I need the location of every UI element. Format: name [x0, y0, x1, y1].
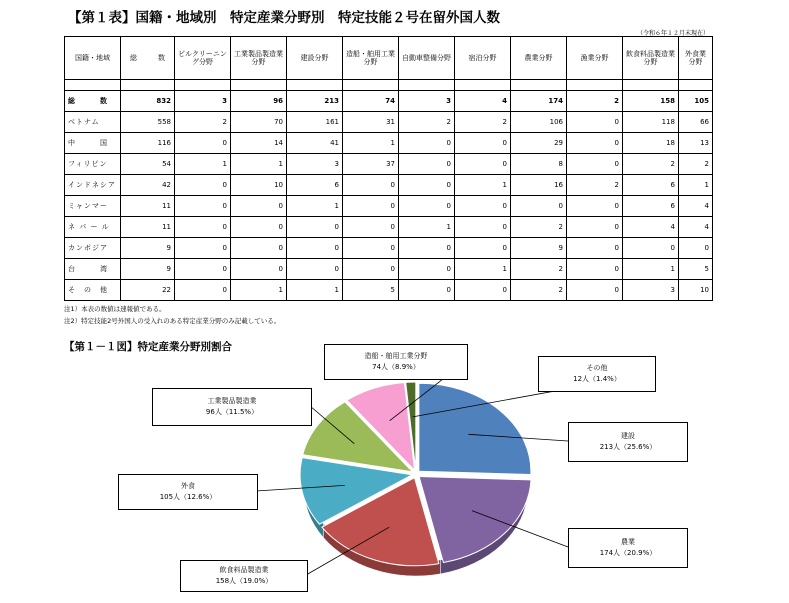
row-label: インドネシア [65, 175, 121, 196]
table-cell: 0 [287, 259, 343, 280]
table-row [65, 154, 713, 175]
table-cell: 0 [231, 217, 287, 238]
table-cell: 2 [511, 217, 567, 238]
table-cell: 0 [567, 133, 623, 154]
table-notes [64, 303, 280, 327]
table-cell: 0 [287, 238, 343, 259]
table-cell: 0 [343, 196, 399, 217]
table-cell: 0 [567, 259, 623, 280]
table-cell: 2 [567, 175, 623, 196]
pie-label-name: 農業 [621, 538, 635, 546]
spacer-cell [343, 80, 399, 91]
table-row [65, 133, 713, 154]
spacer-cell [679, 80, 713, 91]
table-cell: 2 [511, 280, 567, 301]
table-cell: 0 [399, 238, 455, 259]
table-cell: 213 [287, 91, 343, 112]
column-header: 建設分野 [287, 37, 343, 80]
spacer-cell [65, 80, 121, 91]
page-title: 【第１表】国籍・地域別 特定産業分野別 特定技能２号在留外国人数 [68, 10, 500, 26]
table-cell: 9 [121, 259, 175, 280]
table-cell: 66 [679, 112, 713, 133]
table-row [65, 238, 713, 259]
column-header: 宿泊分野 [455, 37, 511, 80]
table-cell: 54 [121, 154, 175, 175]
column-header: 造船・舶用工業分野 [343, 37, 399, 80]
spacer-cell [399, 80, 455, 91]
spacer-row [65, 80, 713, 91]
table-cell: 9 [511, 238, 567, 259]
pie-label-box [180, 560, 308, 592]
table-cell: 3 [287, 154, 343, 175]
table-cell: 0 [567, 112, 623, 133]
row-label: 総 数 [65, 91, 121, 112]
table-cell: 5 [343, 280, 399, 301]
spacer-cell [287, 80, 343, 91]
table-cell: 116 [121, 133, 175, 154]
table-cell: 0 [511, 196, 567, 217]
column-header: ビルクリーニング分野 [175, 37, 231, 80]
pie-label-box [568, 422, 688, 462]
pie-label-name: 飲食料品製造業 [219, 566, 269, 574]
table-cell: 70 [231, 112, 287, 133]
table-cell: 31 [343, 112, 399, 133]
spacer-cell [623, 80, 679, 91]
table-cell: 3 [623, 280, 679, 301]
figure-title: 【第１－１図】特定産業分野別割合 [64, 341, 232, 353]
pie-label-name: 建設 [621, 432, 635, 440]
table-cell: 0 [175, 280, 231, 301]
pie-label-name: 工業製品製造業 [207, 397, 257, 405]
table-cell: 0 [343, 175, 399, 196]
column-header: 飲食料品製造業分野 [623, 37, 679, 80]
pie-label-name: 外食 [181, 482, 195, 490]
table-cell: 96 [231, 91, 287, 112]
table-cell: 10 [679, 280, 713, 301]
table-cell: 0 [455, 133, 511, 154]
column-header: 農業分野 [511, 37, 567, 80]
table-cell: 1 [455, 259, 511, 280]
table-cell: 2 [455, 112, 511, 133]
pie-label-box [118, 474, 258, 510]
table-cell: 0 [567, 154, 623, 175]
column-header: 自動車整備分野 [399, 37, 455, 80]
table-cell: 4 [455, 91, 511, 112]
table-cell: 74 [343, 91, 399, 112]
table-cell: 29 [511, 133, 567, 154]
row-label: カンボジア [65, 238, 121, 259]
column-header: 工業製品製造業分野 [231, 37, 287, 80]
table-cell: 105 [679, 91, 713, 112]
table-cell: 0 [399, 175, 455, 196]
table-cell: 3 [175, 91, 231, 112]
table-cell: 0 [455, 238, 511, 259]
table-cell: 6 [623, 196, 679, 217]
pie-slice [419, 383, 531, 474]
table-cell: 9 [121, 238, 175, 259]
table-cell: 42 [121, 175, 175, 196]
table-cell: 37 [343, 154, 399, 175]
row-label: そ の 他 [65, 280, 121, 301]
table-cell: 4 [679, 217, 713, 238]
table-cell: 3 [399, 91, 455, 112]
pie-label-value: 105人（12.6%） [159, 493, 217, 501]
table-cell: 558 [121, 112, 175, 133]
table-header-row [65, 37, 713, 80]
pie-label-value: 74人（8.9%） [372, 363, 420, 371]
pie-slice [419, 477, 531, 563]
table-cell: 22 [121, 280, 175, 301]
pie-label-value: 213人（25.6%） [599, 443, 657, 451]
table-cell: 2 [623, 154, 679, 175]
pie-label-box [152, 388, 312, 426]
spacer-cell [175, 80, 231, 91]
table-cell: 4 [623, 217, 679, 238]
table-cell: 1 [231, 154, 287, 175]
pie-label-box [568, 528, 688, 568]
table-cell: 1 [175, 154, 231, 175]
pie-label-box [324, 344, 468, 380]
table-row [65, 196, 713, 217]
table-cell: 1 [623, 259, 679, 280]
table-cell: 106 [511, 112, 567, 133]
table-cell: 2 [175, 112, 231, 133]
table-cell: 0 [231, 259, 287, 280]
table-cell: 158 [623, 91, 679, 112]
table-cell: 14 [231, 133, 287, 154]
table-cell: 0 [343, 238, 399, 259]
row-label: ミャンマー [65, 196, 121, 217]
table-cell: 0 [455, 154, 511, 175]
table-cell: 1 [287, 280, 343, 301]
spacer-cell [511, 80, 567, 91]
column-header: 総 数 [121, 37, 175, 80]
table-cell: 1 [343, 133, 399, 154]
table-cell: 11 [121, 196, 175, 217]
table-cell: 0 [455, 196, 511, 217]
table-cell: 0 [567, 280, 623, 301]
table-cell: 2 [567, 91, 623, 112]
table-cell: 0 [399, 280, 455, 301]
table-cell: 41 [287, 133, 343, 154]
pie-label-value: 174人（20.9%） [599, 549, 657, 557]
table-cell: 0 [399, 259, 455, 280]
table-cell: 0 [343, 259, 399, 280]
pie-label-value: 96人（11.5%） [205, 408, 259, 416]
row-label: ベトナム [65, 112, 121, 133]
table-cell: 10 [231, 175, 287, 196]
table-cell: 0 [175, 217, 231, 238]
table-total-row [65, 91, 713, 112]
table-cell: 118 [623, 112, 679, 133]
table-cell: 0 [567, 238, 623, 259]
table-cell: 4 [679, 196, 713, 217]
table-cell: 0 [623, 238, 679, 259]
note-1: 注1）本表の数値は速報値である。 [64, 305, 166, 313]
table-cell: 0 [567, 196, 623, 217]
table-cell: 13 [679, 133, 713, 154]
spacer-cell [455, 80, 511, 91]
table-cell: 0 [399, 154, 455, 175]
table-cell: 174 [511, 91, 567, 112]
column-header: 国籍・地域 [65, 37, 121, 80]
table-cell: 6 [287, 175, 343, 196]
table-cell: 0 [175, 133, 231, 154]
table-cell: 2 [511, 259, 567, 280]
foreign-workers-table [64, 36, 713, 301]
table-cell: 0 [567, 217, 623, 238]
pie-label-box [538, 356, 656, 392]
row-label: フィリピン [65, 154, 121, 175]
table-cell: 0 [175, 196, 231, 217]
table-cell: 0 [399, 196, 455, 217]
column-header: 漁業分野 [567, 37, 623, 80]
table-cell: 1 [455, 175, 511, 196]
table-cell: 832 [121, 91, 175, 112]
note-2: 注2）特定技能2号外国人の受入れのある特定産業分野のみ記載している。 [64, 317, 281, 325]
table-cell: 0 [343, 217, 399, 238]
table-cell: 0 [231, 238, 287, 259]
table-cell: 2 [679, 154, 713, 175]
date-note: （令和６年１２月末現在） [636, 30, 709, 37]
table-cell: 0 [455, 217, 511, 238]
table-row [65, 259, 713, 280]
row-label: ネ パ ー ル [65, 217, 121, 238]
pie-chart-area [98, 352, 710, 600]
table-cell: 0 [287, 217, 343, 238]
table-cell: 0 [399, 133, 455, 154]
table-cell: 0 [175, 175, 231, 196]
table-cell: 0 [231, 196, 287, 217]
column-header: 外食業分野 [679, 37, 713, 80]
table-cell: 161 [287, 112, 343, 133]
table-cell: 11 [121, 217, 175, 238]
spacer-cell [121, 80, 175, 91]
spacer-cell [567, 80, 623, 91]
table-cell: 0 [175, 238, 231, 259]
pie-label-name: 造船・舶用工業分野 [364, 352, 428, 360]
table-cell: 18 [623, 133, 679, 154]
pie-label-value: 158人（19.0%） [215, 577, 273, 585]
table-row [65, 280, 713, 301]
row-label: 台 湾 [65, 259, 121, 280]
table-cell: 6 [623, 175, 679, 196]
table-cell: 16 [511, 175, 567, 196]
table-cell: 1 [231, 280, 287, 301]
table-cell: 1 [679, 175, 713, 196]
table-cell: 5 [679, 259, 713, 280]
table-cell: 0 [455, 280, 511, 301]
pie-label-value: 12人（1.4%） [573, 375, 621, 383]
row-label: 中 国 [65, 133, 121, 154]
table-row [65, 175, 713, 196]
table-row [65, 112, 713, 133]
table-cell: 1 [287, 196, 343, 217]
table-cell: 1 [399, 217, 455, 238]
table-cell: 0 [175, 259, 231, 280]
pie-label-name: その他 [586, 364, 608, 372]
table-cell: 8 [511, 154, 567, 175]
spacer-cell [231, 80, 287, 91]
table-row [65, 217, 713, 238]
table-cell: 0 [679, 238, 713, 259]
table-cell: 2 [399, 112, 455, 133]
